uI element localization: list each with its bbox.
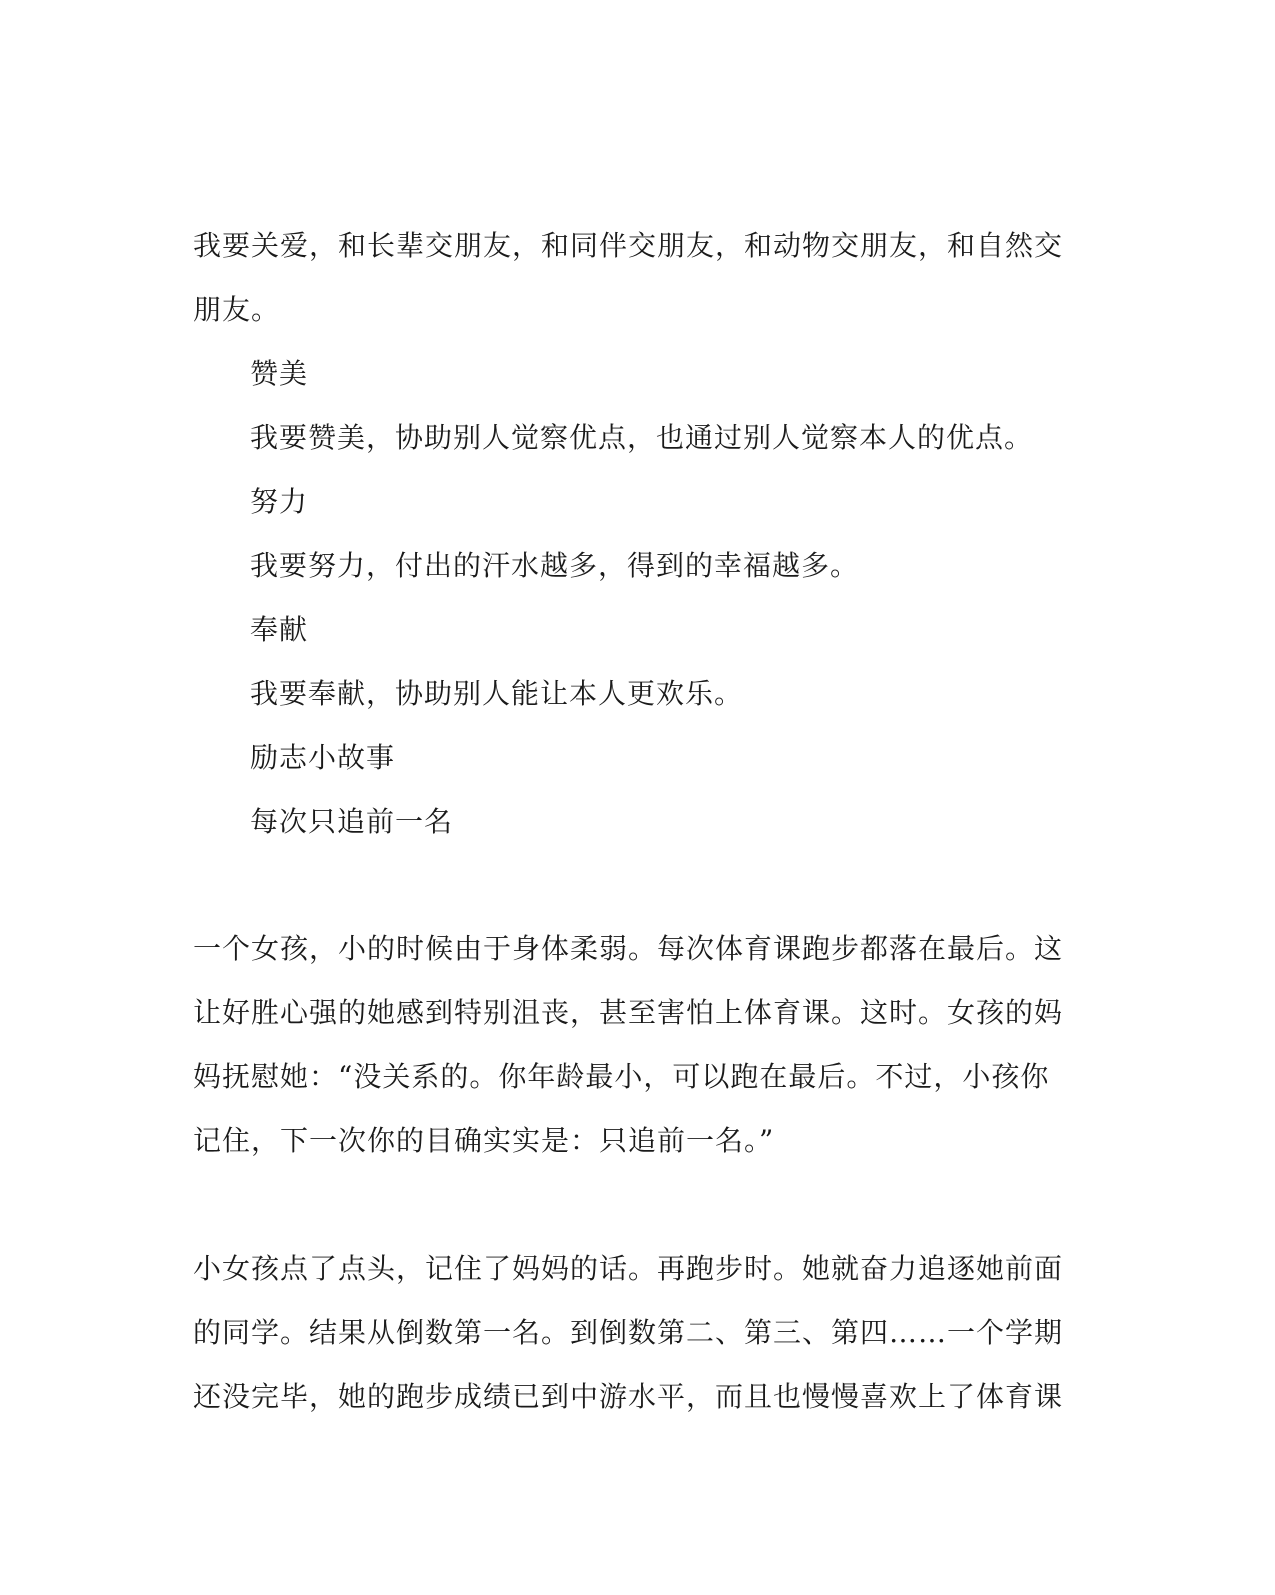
paragraph-line: 妈抚慰她：“没关系的。你年龄最小，可以跑在最后。不过，小孩你 — [193, 1060, 1050, 1093]
paragraph-line: 我要努力，付出的汗水越多，得到的幸福越多。 — [250, 549, 860, 582]
paragraph-line: 我要赞美，协助别人觉察优点，也通过别人觉察本人的优点。 — [250, 421, 1034, 454]
paragraph-line: 我要奉献，协助别人能让本人更欢乐。 — [250, 677, 744, 710]
paragraph-line: 的同学。结果从倒数第一名。到倒数第二、第三、第四……一个学期 — [193, 1316, 1064, 1349]
paragraph-line: 让好胜心强的她感到特别沮丧，甚至害怕上体育课。这时。女孩的妈 — [193, 996, 1064, 1029]
section-heading: 赞美 — [250, 357, 309, 390]
paragraph-line: 小女孩点了点头，记住了妈妈的话。再跑步时。她就奋力追逐她前面 — [193, 1252, 1064, 1285]
section-heading: 励志小故事 — [250, 741, 396, 774]
section-heading: 奉献 — [250, 613, 309, 646]
paragraph-line: 我要关爱，和长辈交朋友，和同伴交朋友，和动物交朋友，和自然交 — [193, 229, 1064, 262]
paragraph-line: 记住，下一次你的目确实实是：只追前一名。” — [193, 1124, 775, 1157]
story-title: 每次只追前一名 — [250, 805, 454, 838]
section-heading: 努力 — [250, 485, 309, 518]
paragraph-line: 一个女孩，小的时候由于身体柔弱。每次体育课跑步都落在最后。这 — [193, 932, 1064, 965]
paragraph-line: 朋友。 — [193, 293, 281, 326]
paragraph-line: 还没完毕，她的跑步成绩已到中游水平，而且也慢慢喜欢上了体育课 — [193, 1380, 1064, 1413]
